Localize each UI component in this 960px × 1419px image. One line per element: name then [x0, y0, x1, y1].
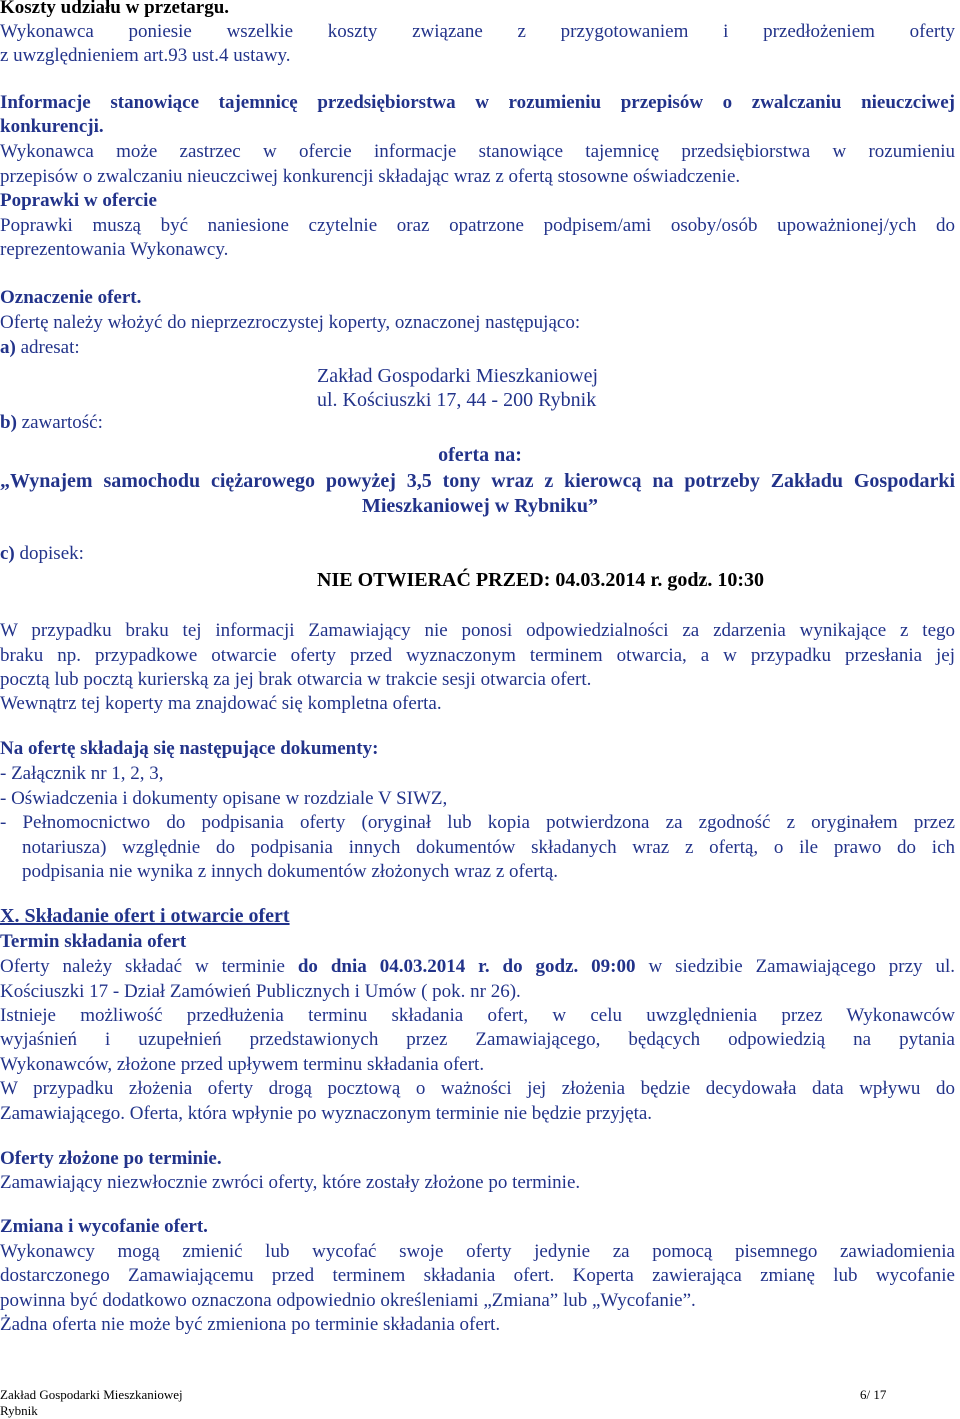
- offer-title-line-1: „Wynajem samochodu ciężarowego powyżej 3,5 tony wraz z kierowcą na potrzeby Zakładu Gospodarki: [0, 470, 955, 492]
- deadline-post: w siedzibie Zamawiającego przy ul.: [635, 956, 955, 977]
- costs-line-1: Wykonawca poniesie wszelkie koszty związane z przygotowaniem i przedłożeniem oferty: [0, 21, 955, 42]
- liability-line-3: pocztą lub pocztą kurierską za jej brak otwarcia w trakcie sesji otwarcia ofert.: [0, 669, 592, 690]
- change-line-3: powinna być dodatkowo oznaczona odpowiednio określeniami „Zmiana” lub „Wycofanie”.: [0, 1290, 696, 1311]
- content-letter: b): [0, 412, 17, 433]
- corrections-line-2: reprezentowania Wykonawcy.: [0, 239, 229, 260]
- footer-org: Zakład Gospodarki Mieszkaniowej: [0, 1387, 183, 1402]
- extension-line-3: Wykonawców, złożone przed upływem terminu składania ofert.: [0, 1054, 485, 1075]
- addressee-label: [0, 336, 80, 360]
- do-not-open-note: NIE OTWIERAĆ PRZED: 04.03.2014 r. godz. 10:30: [317, 569, 765, 591]
- documents-item-3-line-2: notariusza) względnie do podpisania innych dokumentów składanych wraz z ofertą, o ile prawo do ich: [22, 837, 955, 858]
- extension-line-1: Istnieje możliwość przedłużenia terminu składania ofert, w celu uwzględnienia przez Wykonawców: [0, 1005, 955, 1026]
- change-line-2: dostarczonego Zamawiającemu przed terminem składania ofert. Koperta zawierająca zmianę lub wycofanie: [0, 1265, 955, 1286]
- footer-city: Rybnik: [0, 1403, 38, 1418]
- change-line-4: Żadna oferta nie może być zmieniona po terminie składania ofert.: [0, 1314, 501, 1335]
- deadline-line-2: Kościuszki 17 - Dział Zamówień Publicznych i Umów ( pok. nr 26).: [0, 981, 521, 1002]
- secrets-line-2: przepisów o zwalczaniu nieuczciwej konkurencji składając wraz z ofertą stosowne oświadczenie.: [0, 166, 741, 187]
- content-label: [0, 411, 103, 435]
- mail-line-2: Zamawiającego. Oferta, która wpłynie po wyznaczonym terminie nie będzie przyjęta.: [0, 1103, 653, 1124]
- costs-line-2: z uwzględnieniem art.93 ust.4 ustawy.: [0, 45, 291, 66]
- costs-heading: Koszty udziału w przetargu.: [0, 0, 230, 18]
- note-letter: c): [0, 543, 15, 564]
- deadline-line-1: [0, 955, 955, 979]
- documents-item-2: - Oświadczenia i dokumenty opisane w rozdziale V SIWZ,: [0, 788, 448, 809]
- offer-for-label: oferta na:: [438, 444, 522, 466]
- addressee-letter: a): [0, 337, 16, 358]
- marking-intro: Ofertę należy włożyć do nieprzezroczystej koperty, oznaczonej następująco:: [0, 312, 581, 333]
- documents-item-1: - Załącznik nr 1, 2, 3,: [0, 763, 164, 784]
- late-line-1: Zamawiający niezwłocznie zwróci oferty, które zostały złożone po terminie.: [0, 1172, 581, 1193]
- content-text: zawartość:: [16, 412, 103, 433]
- deadline-pre: Oferty należy składać w terminie: [0, 956, 298, 977]
- extension-line-2: wyjaśnień i uzupełnień przedstawionych przez Zamawiającego, będących odpowiedzią na pytania: [0, 1029, 955, 1050]
- secrets-line-1: Wykonawca może zastrzec w ofercie informacje stanowiące tajemnicę przedsiębiorstwa w rozumieniu: [0, 141, 955, 162]
- addressee-name: Zakład Gospodarki Mieszkaniowej: [317, 365, 599, 387]
- note-text: dopisek:: [14, 543, 84, 564]
- addressee-text: adresat:: [15, 337, 80, 358]
- note-label: [0, 542, 84, 566]
- offer-title-line-2: Mieszkaniowej w Rybniku”: [362, 495, 598, 517]
- deadline-heading: Termin składania ofert: [0, 931, 187, 952]
- documents-item-3-line-3: podpisania nie wynika z innych dokumentów złożonych wraz z ofertą.: [22, 861, 559, 882]
- footer-page-number: 6/ 17: [860, 1387, 887, 1402]
- marking-heading: Oznaczenie ofert.: [0, 287, 142, 308]
- secrets-heading-line-2: konkurencji.: [0, 116, 104, 137]
- liability-line-4: Wewnątrz tej koperty ma znajdować się kompletna oferta.: [0, 693, 442, 714]
- documents-heading: Na ofertę składają się następujące dokumenty:: [0, 738, 379, 759]
- addressee-street: ul. Kościuszki 17, 44 - 200 Rybnik: [317, 389, 597, 411]
- documents-item-3: - Pełnomocnictwo do podpisania oferty (oryginał lub kopia potwierdzona za zgodność z oryginałem przez: [0, 812, 955, 833]
- corrections-heading: Poprawki w ofercie: [0, 190, 157, 211]
- liability-line-1: W przypadku braku tej informacji Zamawiający nie ponosi odpowiedzialności za zdarzenia wynikające z tego: [0, 620, 955, 641]
- mail-line-1: W przypadku złożenia oferty drogą pocztową o ważności jej złożenia będzie decydowała data wpływu do: [0, 1078, 955, 1099]
- corrections-line-1: Poprawki muszą być naniesione czytelnie oraz opatrzone podpisem/ami osoby/osób upoważnionej/ych do: [0, 215, 955, 236]
- section-x-heading: X. Składanie ofert i otwarcie ofert: [0, 905, 290, 927]
- liability-line-2: braku np. przypadkowe otwarcie oferty przed wyznaczonym terminem otwarcia, a w przypadku przesłania jej: [0, 645, 955, 666]
- change-heading: Zmiana i wycofanie ofert.: [0, 1216, 208, 1237]
- late-heading: Oferty złożone po terminie.: [0, 1148, 222, 1169]
- deadline-date: do dnia 04.03.2014 r. do godz. 09:00: [297, 956, 636, 977]
- change-line-1: Wykonawcy mogą zmienić lub wycofać swoje oferty jedynie za pomocą pisemnego zawiadomienia: [0, 1241, 955, 1262]
- secrets-heading-line-1: Informacje stanowiące tajemnicę przedsiębiorstwa w rozumieniu przepisów o zwalczaniu nieuczciwej: [0, 92, 955, 113]
